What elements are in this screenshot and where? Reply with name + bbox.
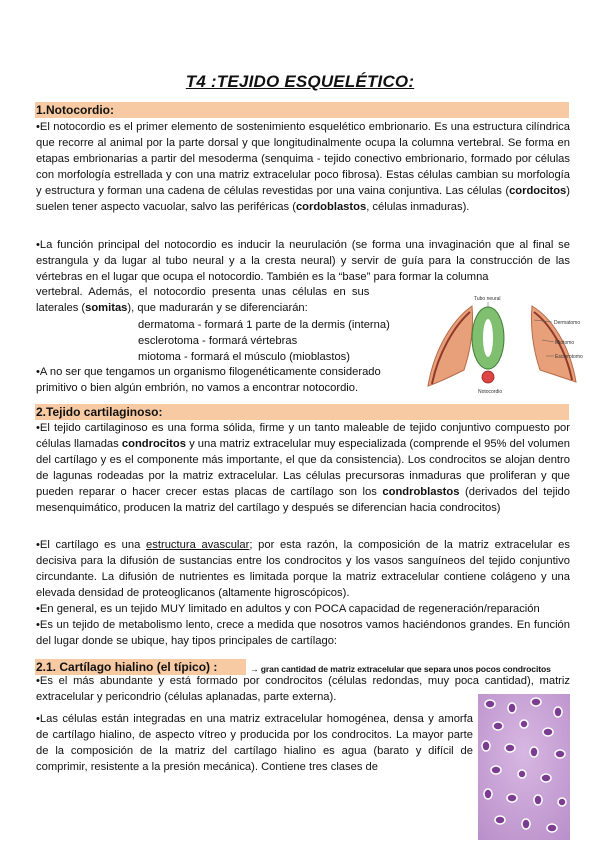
chondrocyte — [482, 741, 490, 751]
somite-list-item: esclerotoma - formará vértebras — [138, 335, 298, 347]
chondrocyte — [508, 703, 516, 713]
text: ) suelen tener aspecto vacuolar, salvo las periféricas ( — [36, 184, 570, 213]
text: laterales ( — [36, 301, 86, 314]
text: ; por esta razón, la composición de la matriz extracelular es decisiva para la difusión de sustancias entre los condrocitos y los vasos sanguíneos del tejido conjuntivo circundante. La difusión de nutrientes es limitada porque la matriz extracelular contiene colágeno y una elevada densidad de proteoglicanos (altamente higroscópicos). — [36, 539, 570, 599]
text: •Es el más abundante y está formado por condrocitos (células redondas, muy poca cantidad), matriz extracelular y pericondrio (células aplanadas, parte externa). — [36, 675, 570, 703]
chondrocyte — [485, 700, 495, 708]
chondrocyte — [507, 794, 517, 802]
chondrocyte — [558, 798, 566, 806]
text: y una matriz extracelular muy especializada (comprende el 95% del volumen del cartílago y es el componente más importante, el que da consistencia). Los condrocitos se alojan dentro de lagunas rodeadas por la matriz extracelular. Las células precursoras inmaduras que proliferan y que pueden reparar o hacer crecer estas placas de cartílago son los — [36, 437, 570, 498]
cartilaginoso-paragraph-1 — [36, 421, 570, 516]
label-neural-tube: Tubo neural — [474, 296, 501, 302]
notocordio-paragraph-4 — [36, 365, 426, 397]
term-estructura-avascular: estructura avascular — [146, 539, 250, 551]
text: , células inmaduras). — [366, 200, 470, 213]
section-heading-band — [35, 102, 569, 118]
term-condroblastos: condroblastos — [382, 485, 460, 498]
label-notochord: Notocordio — [478, 389, 503, 395]
chondrocyte — [495, 816, 505, 824]
chondrocyte — [518, 770, 526, 778]
notochord — [482, 371, 494, 383]
text: •A no ser que tengamos un organismo filogenéticamente considerado — [36, 366, 381, 378]
notocordio-paragraph-3 — [36, 285, 416, 317]
text: •El tejido cartilaginoso es una forma sólida, firme y un tanto maleable de tejido conjuntivo compuesto por células llamadas — [36, 422, 570, 450]
chondrocyte — [531, 698, 541, 706]
text: vertebral. Además, el notocordio presenta unas células en sus — [36, 286, 370, 298]
cartilaginoso-paragraph-3 — [36, 602, 570, 618]
section-heading-band — [35, 659, 246, 675]
cartilaginoso-paragraph-2 — [36, 538, 570, 602]
chondrocyte — [530, 747, 538, 757]
chondrocyte — [520, 720, 528, 728]
term-somitas: somitas — [85, 301, 128, 314]
term-cordocitos: cordocitos — [509, 184, 567, 197]
chondrocyte — [493, 722, 503, 730]
chondrocyte — [543, 728, 553, 736]
text: → gran cantidad de matriz extracelular que separa unos pocos condrocitos — [250, 664, 551, 674]
chondrocyte — [554, 707, 562, 717]
text: (derivados del tejido mesenquimático, producen la matriz del cartílago y después se diferencian hacia condrocitos) — [36, 485, 570, 514]
somite-diagram — [424, 290, 586, 402]
somite-list-item: dermatoma - formará 1 parte de la dermis (interna) — [138, 319, 390, 331]
text: •Las células están integradas en una matriz extracelular homogénea, densa y amorfa de cartílago hialino, de aspecto vítreo y producida por los condrocitos. La mayor parte de la composición de la matriz del cartílago hialino es agua (barato y difícil de comprimir, resistente a la presión mecánica). Contiene tres clases de — [36, 713, 473, 773]
text: ), que madurarán y se diferenciarán: — [127, 301, 308, 314]
section-heading-band — [35, 404, 569, 420]
page-title: T4 :TEJIDO ESQUELÉTICO: — [185, 72, 415, 91]
hialino-paragraph-2 — [36, 712, 473, 776]
term-cordoblastos: cordoblastos — [295, 200, 367, 213]
text: •El notocordio es el primer elemento de sostenimiento esquelético embrionario. Es una estructura cilíndrica que recorre al animal por la parte dorsal y que longitudinalmente ocupa la columna vertebral. Se forma en etapas embrionarias a partir del mesoderma (senquima - tejido conectivo embrionario, formado por células con morfología estrellada y con una matriz extracelular poco fibrosa). Estas células cambian su morfología y estructura y forman una cadena de células revestidas por una vaina conjuntiva. Las células ( — [36, 121, 570, 197]
text: primitivo o bien algún embrión, no vamos a encontrar notocordio. — [36, 381, 359, 394]
label-sclerotome: Esclerotomo — [555, 354, 583, 360]
label-myotome: Miotomo — [555, 340, 575, 346]
section-heading-notocordio: 1.Notocordio: — [36, 103, 114, 117]
text: •El cartílago es una — [36, 539, 147, 551]
section-heading-cartilaginoso: 2.Tejido cartilaginoso: — [36, 405, 163, 419]
chondrocyte — [555, 750, 565, 758]
chondrocyte — [541, 774, 551, 782]
chondrocyte — [484, 789, 492, 799]
chondrocyte — [505, 744, 515, 752]
hyaline-cartilage-micrograph — [478, 694, 570, 840]
cartilaginoso-paragraph-4 — [36, 618, 570, 650]
label-dermatome: Dermatomo — [554, 320, 581, 326]
chondrocyte — [522, 819, 530, 829]
text: •En general, es un tejido MUY limitado en adultos y con POCA capacidad de regeneración/reparación — [36, 603, 540, 615]
chondrocyte — [534, 795, 542, 805]
neural-canal — [483, 319, 493, 357]
somite-list-item: miotoma - formará el músculo (mioblastos) — [138, 351, 350, 363]
chondrocyte — [491, 766, 501, 774]
text: •Es un tejido de metabolismo lento, crece a medida que nosotros vamos haciéndonos grandes. En función del lugar donde se ubique, hay tipos principales de cartílago: — [36, 619, 570, 647]
notocordio-paragraph-1 — [36, 120, 570, 215]
section-heading-hialino: 2.1. Cartílago hialino (el típico) : — [36, 660, 218, 674]
chondrocyte — [547, 824, 557, 832]
term-condrocitos: condrocitos — [121, 437, 186, 450]
text: •La función principal del notocordio es inducir la neurulación (se forma una invaginación que al final se estrangula y da lugar al tubo neural y a la cresta neural) y servir de guía para la construcción de las vértebras en el lugar que ocupa el notocordio. También es la “base” para formar la columna — [36, 239, 570, 283]
notocordio-paragraph-2 — [36, 238, 570, 286]
